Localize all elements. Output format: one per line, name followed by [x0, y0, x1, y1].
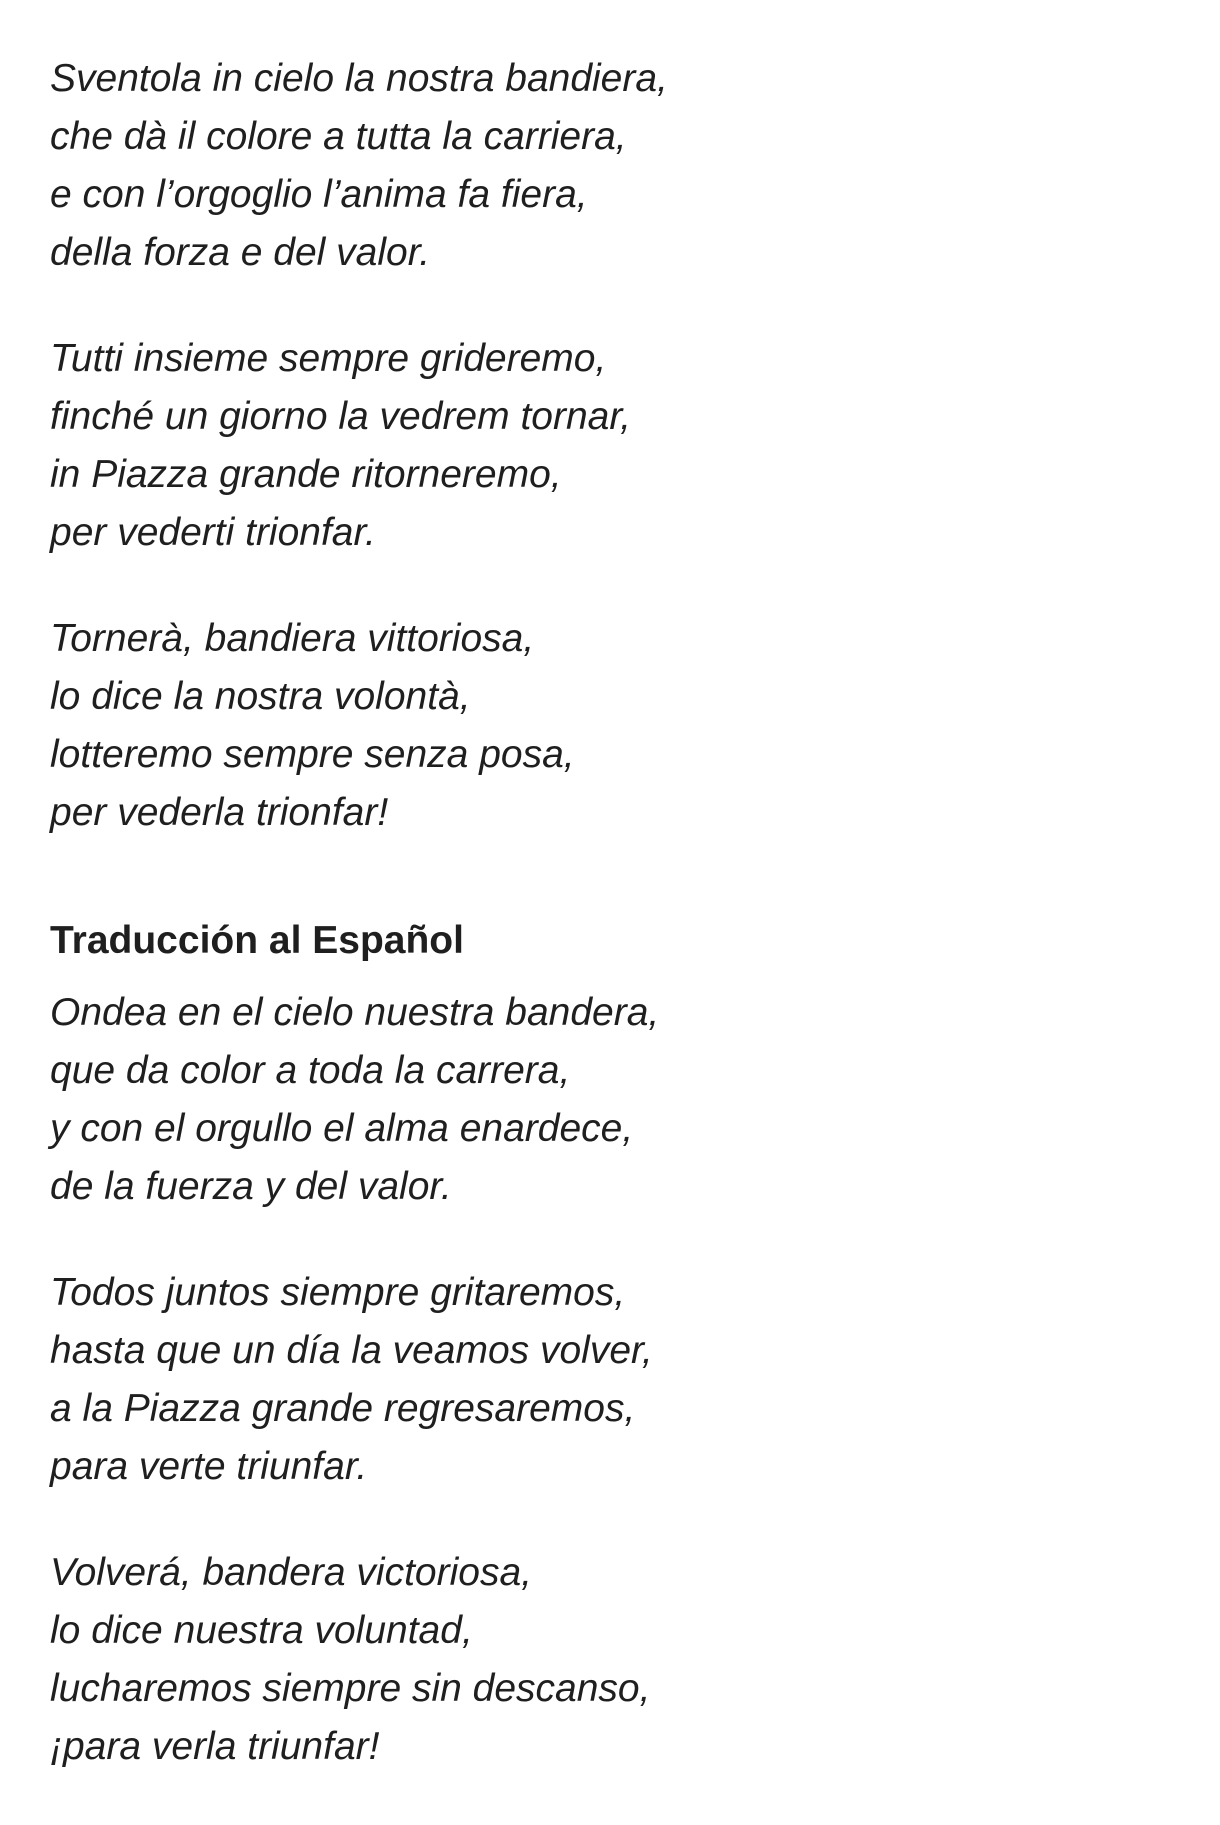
italian-lyrics [50, 50, 1170, 842]
lyric-line: hasta que un día la veamos volver, [50, 1329, 653, 1372]
lyric-line: Tutti insieme sempre grideremo, [50, 337, 607, 380]
lyric-line: lo dice la nostra volontà, [50, 675, 471, 718]
spanish-stanza-1 [50, 984, 1170, 1216]
lyric-line: Ondea en el cielo nuestra bandera, [50, 991, 660, 1034]
lyric-line: per vederla trionfar! [50, 791, 389, 834]
italian-stanza-3 [50, 610, 1170, 842]
lyric-line: Volverá, bandera victoriosa, [50, 1551, 532, 1594]
translation-heading: Traducción al Español [50, 919, 464, 962]
lyric-line: in Piazza grande ritorneremo, [50, 453, 562, 496]
lyric-line: que da color a toda la carrera, [50, 1049, 571, 1092]
lyric-line: che dà il colore a tutta la carriera, [50, 115, 627, 158]
spanish-stanza-3 [50, 1544, 1170, 1776]
italian-stanza-1 [50, 50, 1170, 282]
spanish-lyrics [50, 984, 1170, 1776]
lyric-line: ¡para verla triunfar! [50, 1725, 380, 1768]
lyric-line: Tornerà, bandiera vittoriosa, [50, 617, 535, 660]
lyric-line: lucharemos siempre sin descanso, [50, 1667, 651, 1710]
lyric-line: y con el orgullo el alma enardece, [50, 1107, 634, 1150]
lyric-line: lo dice nuestra voluntad, [50, 1609, 473, 1652]
lyric-line: a la Piazza grande regresaremos, [50, 1387, 636, 1430]
lyric-line: della forza e del valor. [50, 231, 431, 274]
lyric-line: per vederti trionfar. [50, 511, 376, 554]
lyric-line: Sventola in cielo la nostra bandiera, [50, 57, 668, 100]
italian-stanza-2 [50, 330, 1170, 562]
lyric-line: para verte triunfar. [50, 1445, 368, 1488]
lyric-line: lotteremo sempre senza posa, [50, 733, 575, 776]
lyric-line: de la fuerza y del valor. [50, 1165, 452, 1208]
lyric-line: e con l’orgoglio l’anima fa fiera, [50, 173, 588, 216]
lyric-line: finché un giorno la vedrem tornar, [50, 395, 632, 438]
lyric-line: Todos juntos siempre gritaremos, [50, 1271, 626, 1314]
spanish-stanza-2 [50, 1264, 1170, 1496]
